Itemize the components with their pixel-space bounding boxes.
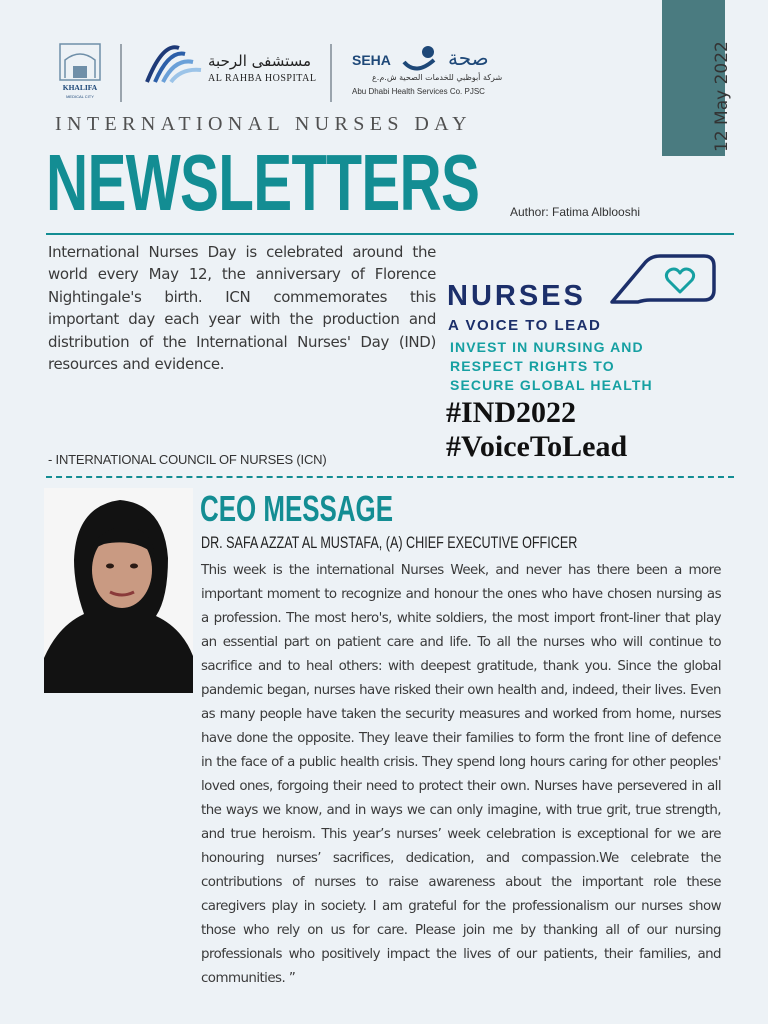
kicker-title: INTERNATIONAL NURSES DAY bbox=[55, 113, 473, 135]
seha-company-name: Abu Dhabi Health Services Co. PJSC bbox=[352, 87, 485, 96]
seha-company-name-arabic: شركة أبوظبي للخدمات الصحية ش.م.ع bbox=[372, 73, 503, 82]
ceo-portrait-photo bbox=[44, 488, 193, 693]
svg-text:MEDICAL CITY: MEDICAL CITY bbox=[66, 94, 94, 99]
seha-logo-text: SEHA bbox=[352, 52, 391, 68]
author-credit: Author: Fatima Alblooshi bbox=[510, 205, 641, 219]
seha-logo-arabic: صحة bbox=[448, 46, 489, 70]
speech-bubble-heart-icon bbox=[610, 252, 718, 314]
dashed-divider-line bbox=[46, 476, 734, 478]
campaign-voice-to-lead: A VOICE TO LEAD bbox=[448, 317, 602, 334]
campaign-tagline-line: SECURE GLOBAL HEALTH bbox=[450, 377, 653, 393]
issue-date: 12 May 2022 bbox=[712, 41, 732, 152]
campaign-tagline-line: RESPECT RIGHTS TO bbox=[450, 358, 615, 374]
ceo-message-body: This week is the international Nurses Week, and never has there been a more important moment to recognize and honour the ones who have chosen nursing as a profession. The most hero's, white soldiers, the most import front-liner that play an essential part on patient care and life. To all the nurses who will continue to sacrifice and to heal others: with deepest gratitude, thank you. Since the global pandemic began, nurses have risked their own health and, indeed, their lives. Even as many people have taken the security measures and worked from home, nurses have done the opposite. They leave their families to form the front line of defence in the face of a public health crisis. They spend long hours caring for other peoples' loved ones, forgoing their need to protect their own. Nurses have persevered in all the ways we know, and in ways we can only imagine, with true grit, true strength, and true heroism. This year’s nurses’ week celebration is exceptional for we are honouring nurses’ sacrifices, dedication, and compassion.We celebrate the contributions of nurses to raise awareness about the important role these caregivers play in society. I am grateful for the professionalism our nurses show those who rely on us for care. Please join me by thanking all of our nursing professionals who positively impact the lives of our patients, their families, and communities. ” bbox=[201, 563, 721, 986]
ceo-section-title: CEO MESSAGE bbox=[200, 488, 394, 529]
campaign-tagline-line: INVEST IN NURSING AND bbox=[450, 339, 644, 355]
khalifa-medical-city-logo bbox=[55, 42, 105, 102]
logo-divider bbox=[120, 44, 122, 102]
al-rahba-hospital-name-arabic: مستشفى الرحبة bbox=[208, 52, 312, 70]
seha-logo-icon bbox=[400, 44, 440, 76]
al-rahba-hospital-logo-icon bbox=[143, 40, 203, 84]
hashtag: #VoiceToLead bbox=[446, 430, 628, 463]
campaign-nurses-word: NURSES bbox=[447, 280, 586, 312]
hashtag: #IND2022 bbox=[446, 396, 577, 429]
divider-line bbox=[46, 233, 734, 235]
intro-paragraph: International Nurses Day is celebrated around the world every May 12, the anniversary of Florence Nightingale's birth. ICN commemorates this important day each year with the production and distribution of the International Nurses' Day (IND) resources and evidence. bbox=[48, 243, 436, 374]
intro-credit: - INTERNATIONAL COUNCIL OF NURSES (ICN) bbox=[48, 452, 327, 467]
svg-text:KHALIFA: KHALIFA bbox=[62, 83, 98, 92]
logo-divider bbox=[330, 44, 332, 102]
page-title: NEWSLETTERS bbox=[46, 138, 480, 227]
al-rahba-hospital-name: AL RAHBA HOSPITAL bbox=[208, 73, 317, 84]
ceo-name: DR. SAFA AZZAT AL MUSTAFA, (A) CHIEF EXECUTIVE OFFICER bbox=[201, 533, 578, 552]
